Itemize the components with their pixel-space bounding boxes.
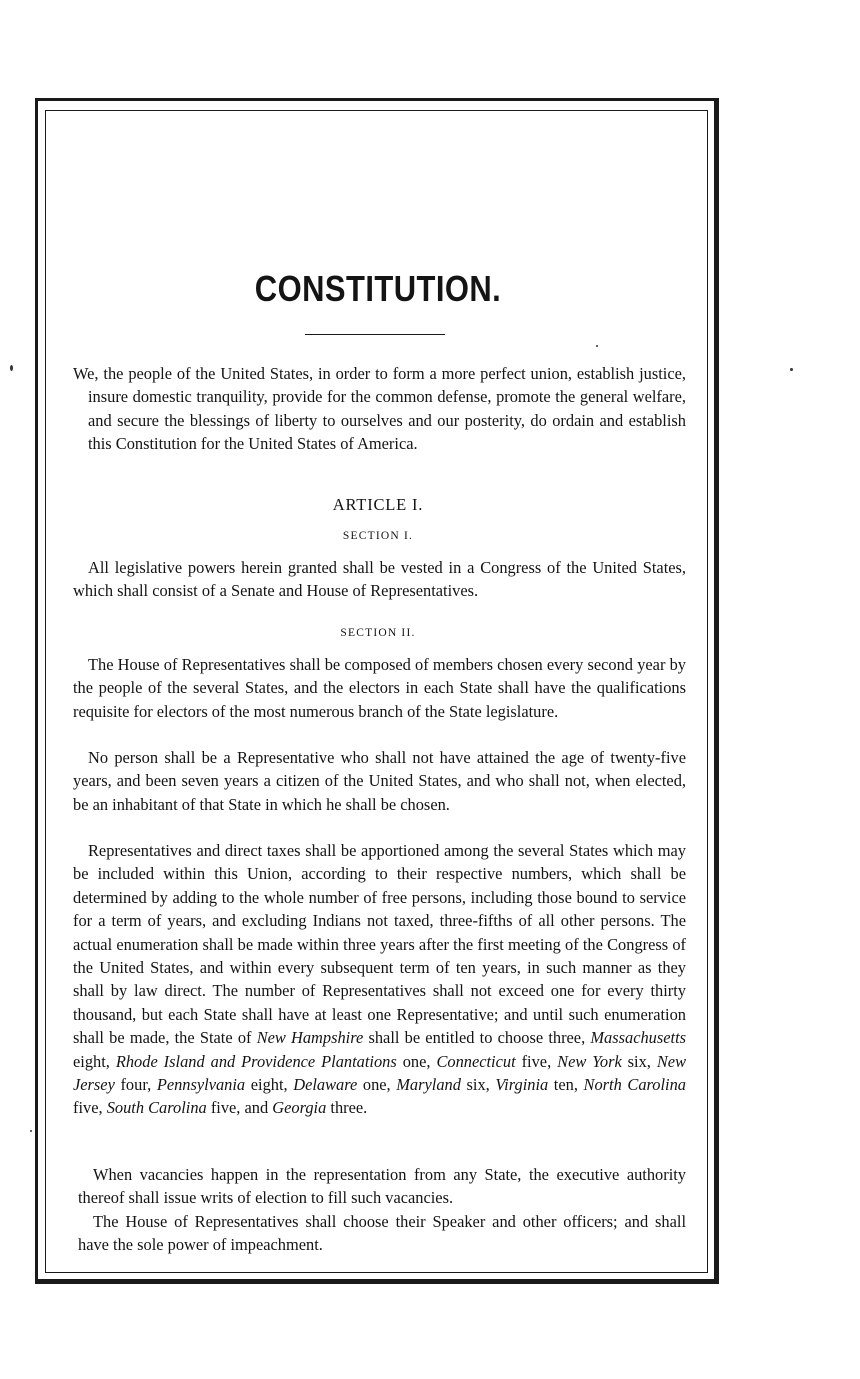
state-name: North Carolina	[583, 1075, 686, 1095]
state-name: Connecticut	[436, 1051, 516, 1071]
section-2-paragraph-1: The House of Representatives shall be composed of members chosen every second year by the people of the several States, and the electors in each State shall have the qualifications requisite for electors of the most numerous branch of the State legislature.	[73, 655, 686, 721]
section-2-heading: SECTION II.	[340, 627, 416, 639]
state-name: Rhode Island and Providence Plantations	[115, 1051, 397, 1071]
scan-speck	[596, 345, 598, 347]
state-name: Pennsylvania	[156, 1075, 246, 1095]
scan-speck	[10, 365, 13, 371]
state-name: South Carolina	[106, 1098, 207, 1118]
article-heading: ARTICLE I.	[332, 495, 424, 514]
state-name: Massachusetts	[590, 1028, 686, 1048]
state-name: Georgia	[272, 1098, 327, 1118]
section-2-paragraph-4: When vacancies happen in the representation from any State, the executive authority thereof shall issue writs of election to fill such vacancies.	[78, 1165, 686, 1208]
state-name: New York	[557, 1051, 622, 1071]
state-name: New Hampshire	[256, 1028, 364, 1048]
state-name: New Jersey	[73, 1051, 687, 1095]
document-title: CONSTITUTION.	[254, 268, 502, 309]
section-2-paragraph-3: Representatives and direct taxes shall be apportioned among the several States which may be included within this Union, according to their respective numbers, which shall be determined by adding to the whole number of free persons, including those bound to service for a term of years, and excluding Indians not taxed, three-fifths of all other persons. The actual enumeration shall be made within three years after the first meeting of the Congress of the United States, and within every subsequent term of ten years, in such manner as they shall by law direct. The number of Representatives shall not exceed one for every thirty thousand, but each State shall have at least one Representative; and until such enumeration shall be made, the State of New Hampshire shall be entitled to choose three, Massachusetts eight, Rhode Island and Providence Plantations one, Connecticut five, New York six, New Jersey four, Pennsylvania eight, Delaware one, Maryland six, Virginia ten, North Carolina five, South Carolina five, and Georgia three.	[73, 841, 687, 1118]
state-name: Virginia	[495, 1075, 549, 1095]
title-rule	[305, 334, 445, 335]
state-name: Delaware	[293, 1075, 358, 1095]
scan-speck	[790, 368, 793, 371]
state-name: Maryland	[396, 1075, 461, 1095]
section-1-heading: SECTION I.	[342, 530, 414, 542]
section-2-paragraph-2: No person shall be a Representative who shall not have attained the age of twenty-five years, and been seven years a citizen of the United States, and who shall not, when elected, be an inhabitant of that State in which he shall be chosen.	[73, 748, 686, 814]
section-2-paragraph-5: The House of Representatives shall choose their Speaker and other officers; and shall have the sole power of impeachment.	[78, 1212, 686, 1255]
preamble: We, the people of the United States, in order to form a more perfect union, establish justice, insure domestic tranquility, provide for the common defense, promote the general welfare, and secure the blessings of liberty to ourselves and our posterity, do ordain and establish this Constitution for the United States of America.	[73, 364, 686, 454]
scan-speck	[30, 1130, 32, 1132]
section-1-text: All legislative powers herein granted shall be vested in a Congress of the United States, which shall consist of a Senate and House of Representatives.	[73, 558, 686, 601]
